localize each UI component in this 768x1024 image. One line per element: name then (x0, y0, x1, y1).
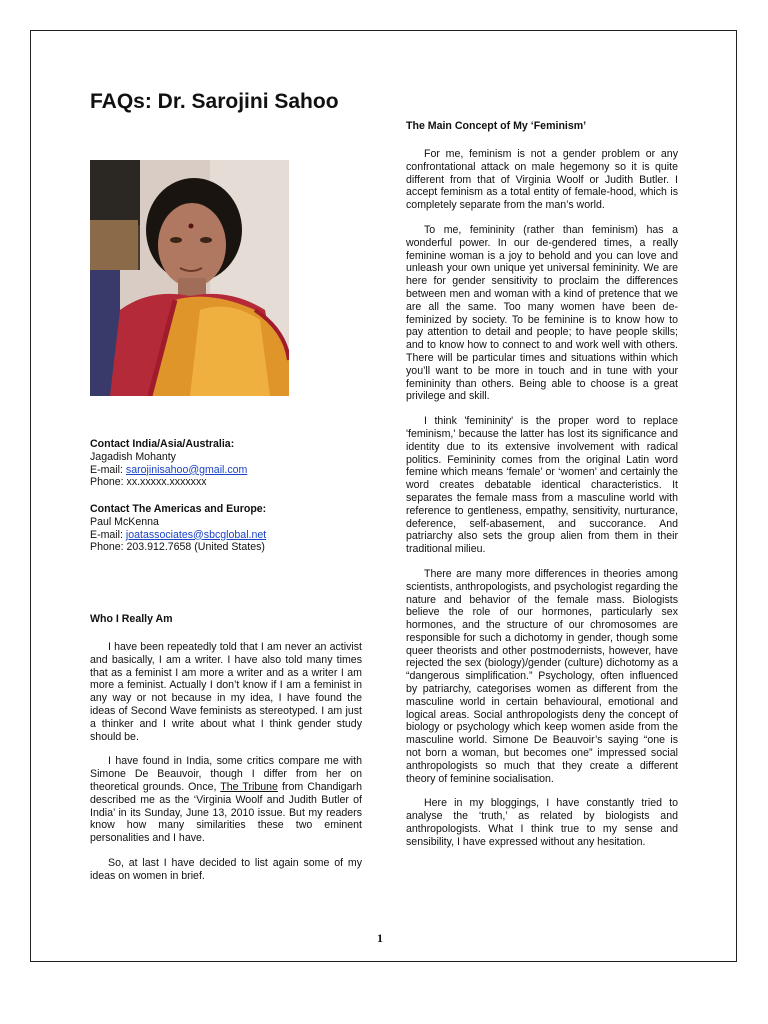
paragraph-text: I have found in India, some critics compare me with Simone De Beauvoir, though I differ from her on theoretical grounds. Once, (90, 755, 362, 793)
the-tribune-link[interactable]: The Tribune (220, 780, 278, 793)
contact-india (90, 438, 362, 489)
contact-americas (90, 503, 362, 554)
contact-americas-phone: Phone: 203.912.7658 (United States) (90, 541, 265, 554)
contact-india-email-row (90, 464, 362, 477)
who-i-am-heading: Who I Really Am (90, 613, 173, 625)
contact-india-name: Jagadish Mohanty (90, 450, 176, 463)
who-i-am-paragraph-3: So, at last I have decided to list again some of my ideas on women in brief. (90, 856, 362, 882)
email-label: E-mail: (90, 463, 126, 476)
main-concept-paragraph-2: To me, femininity (rather than feminism) has a wonderful power. In our de-gendered times, a really feminine woman is a joy to behold and you can love and unleash your own unique yet universal femininity. We are here for gender sensitivity to proclaim the differences between men and woman with a kind of pretence that we are all the same. Too many women have been de-feminized by society. To be feminine is to know how to pay attention to detail and people; to have people skills; and to know how to connect to and work well with others. There will be particular times and situations within which you’ll want to be more in touch and in tune with your femininity than others. Being able to choose is a great privilege and skill. (406, 223, 678, 403)
contact-india-phone: Phone: xx.xxxxx.xxxxxxx (90, 476, 207, 489)
author-photo-art (90, 160, 289, 396)
email-label: E-mail: (90, 528, 126, 541)
who-i-am-body (90, 641, 362, 883)
page-number: 1 (377, 931, 383, 945)
main-concept-heading: The Main Concept of My ‘Feminism’ (406, 120, 587, 132)
who-i-am-paragraph-1: I have been repeatedly told that I am never an activist and basically, I am a writer. I have also told many times that as a feminist I am more a writer and as a writer I am more a feminist. Actually I don’t know if I am a feminist in any way or not because in my idea, I have found the ideas of Second Wave feminists as stereotyped. I am just a thinker and I write about what I think gender study should be. (90, 641, 362, 743)
contact-india-heading: Contact India/Asia/Australia: (90, 438, 235, 450)
contact-americas-name: Paul McKenna (90, 515, 159, 528)
contact-americas-heading: Contact The Americas and Europe: (90, 503, 267, 515)
contact-india-email-link[interactable]: sarojinisahoo@gmail.com (125, 463, 248, 476)
main-concept-paragraph-4: There are many more differences in theories among scientists, anthropologists, and psychologist regarding the nature and behavior of the female mass. Biologists believe the role of our hormones, particularly sex hormones, and the structure of our chromosomes are responsible for such a dichotomy in gender, though some queer theorists and other postmodernists, however, have rejected the sex (biology)/gender (culture) dichotomy as a “dangerous simplification.” Psychology, often influenced by patriarchy, categorises women as different from the masculine world in certain behavioural, emotional and logical areas. Social anthropologists deny the concept of biology or psychology which keep women aside from the masculine world. Simone De Beauvoir’s saying “one is not born a woman, but becomes one” impressed social anthropologists so much that they create a different theory of feminine socialisation. (406, 567, 678, 785)
main-concept-paragraph-3: I think 'femininity' is the proper word to replace 'feminism,' because the latter has lost its significance and identity due to its extensive involvement with radical politics. Femininity comes from the original Latin word femine which means ‘female’ or ‘women’ and certainly the word creates debatable identical characteristics. It separates the female mass from a masculine world with reference to gentleness, empathy, sensitivity, nurturance, deference, self-abasement, and succorance. And patriarchy also sets the group alien from them in their traditional milieu. (406, 415, 678, 556)
contact-americas-email-row (90, 529, 362, 542)
author-photo (90, 160, 289, 396)
who-i-am-paragraph-2 (90, 755, 362, 845)
main-concept-body (406, 148, 678, 849)
page-title: FAQs: Dr. Sarojini Sahoo (90, 90, 339, 113)
main-concept-paragraph-5: Here in my bloggings, I have constantly tried to analyse the ‘truth,’ as related by biologists and anthropologists. What I think true to my sense and sensibility, I have expressed without any hesitation. (406, 797, 678, 848)
contact-americas-email-link[interactable]: joatassociates@sbcglobal.net (125, 528, 267, 541)
paragraph-text: from Chandigarh described me as the ‘Virginia Woolf and Judith Butler of India’ in its Sunday, June 13, 2010 issue. But my readers know how many similarities these two eminent personalities and I have. (90, 780, 362, 845)
main-concept-paragraph-1: For me, feminism is not a gender problem or any confrontational attack on male hegemony so it is quite different from that of Virginia Woolf or Judith Butler. I accept feminism as a total entity of female-hood, which is completely separate from the man’s world. (406, 148, 678, 212)
